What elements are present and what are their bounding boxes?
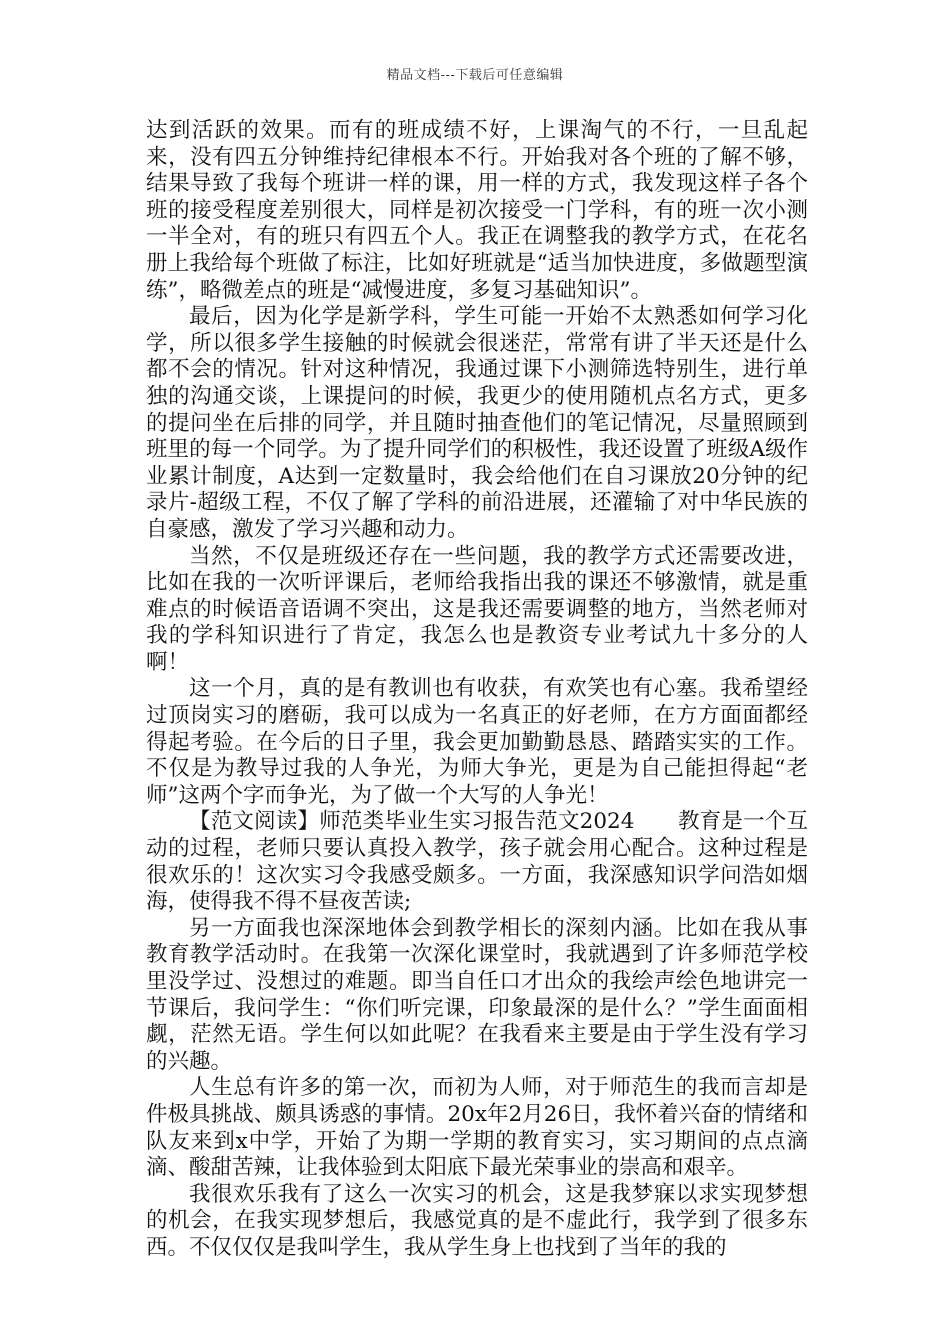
document-body xyxy=(146,118,808,1262)
paragraph: 【范文阅读】师范类毕业生实习报告范文2024 教育是一个互动的过程，老师只要认真投入教学，孩子就会用心配合。这种过程是很欢乐的！这次实习令我感受颇多。一方面，我深感知识学问浩如烟海，使得我不得不昼夜苦读; xyxy=(146,809,808,915)
paragraph: 另一方面我也深深地体会到教学相长的深刻内涵。比如在我从事教育教学活动时。在我第一次深化课堂时，我就遇到了许多师范学校里没学过、没想过的难题。即当自任口才出众的我绘声绘色地讲完一节课后，我问学生：“你们听完课，印象最深的是什么？”学生面面相觑，茫然无语。学生何以如此呢？在我看来主要是由于学生没有学习的兴趣。 xyxy=(146,915,808,1074)
paragraph: 最后，因为化学是新学科，学生可能一开始不太熟悉如何学习化学，所以很多学生接触的时候就会很迷茫，常常有讲了半天还是什么都不会的情况。针对这种情况，我通过课下小测筛选特别生，进行单独的沟通交谈，上课提问的时候，我更少的使用随机点名方式，更多的提问坐在后排的同学，并且随时抽查他们的笔记情况，尽量照顾到班里的每一个同学。为了提升同学们的积极性，我还设置了班级A级作业累计制度，A达到一定数量时，我会给他们在自习课放20分钟的纪录片-超级工程，不仅了解了学科的前沿进展，还灌输了对中华民族的自豪感，激发了学习兴趣和动力。 xyxy=(146,304,808,542)
paragraph: 当然，不仅是班级还存在一些问题，我的教学方式还需要改进，比如在我的一次听评课后，老师给我指出我的课还不够激情，就是重难点的时候语音语调不突出，这是我还需要调整的地方，当然老师对我的学科知识进行了肯定，我怎么也是教资专业考试九十多分的人啊！ xyxy=(146,543,808,675)
page-header: 精品文档---下载后可任意编辑 xyxy=(386,68,564,83)
paragraph: 达到活跃的效果。而有的班成绩不好，上课淘气的不行，一旦乱起来，没有四五分钟维持纪律根本不行。开始我对各个班的了解不够，结果导致了我每个班讲一样的课，用一样的方式，我发现这样子各个班的接受程度差别很大，同样是初次接受一门学科，有的班一次小测一半全对，有的班只有四五个人。我正在调整我的教学方式，在花名册上我给每个班做了标注，比如好班就是“适当加快进度，多做题型演练”，略微差点的班是“减慢进度，多复习基础知识”。 xyxy=(146,118,808,303)
paragraph: 人生总有许多的第一次，而初为人师，对于师范生的我而言却是件极具挑战、颇具诱惑的事情。20x年2月26日，我怀着兴奋的情绪和队友来到x中学，开始了为期一学期的教育实习，实习期间的点点滴滴、酸甜苦辣，让我体验到太阳底下最光荣事业的崇高和艰辛。 xyxy=(146,1075,808,1181)
paragraph: 我很欢乐我有了这么一次实习的机会，这是我梦寐以求实现梦想的机会，在我实现梦想后，我感觉真的是不虚此行，我学到了很多东西。不仅仅仅是我叫学生，我从学生身上也找到了当年的我的 xyxy=(146,1181,808,1260)
paragraph: 这一个月，真的是有教训也有收获，有欢笑也有心塞。我希望经过顶岗实习的磨砺，我可以成为一名真正的好老师，在方方面面都经得起考验。在今后的日子里，我会更加勤勤恳恳、踏踏实实的工作。不仅是为教导过我的人争光，为师大争光，更是为自己能担得起“老师”这两个字而争光，为了做一个大写的人争光！ xyxy=(146,676,808,808)
